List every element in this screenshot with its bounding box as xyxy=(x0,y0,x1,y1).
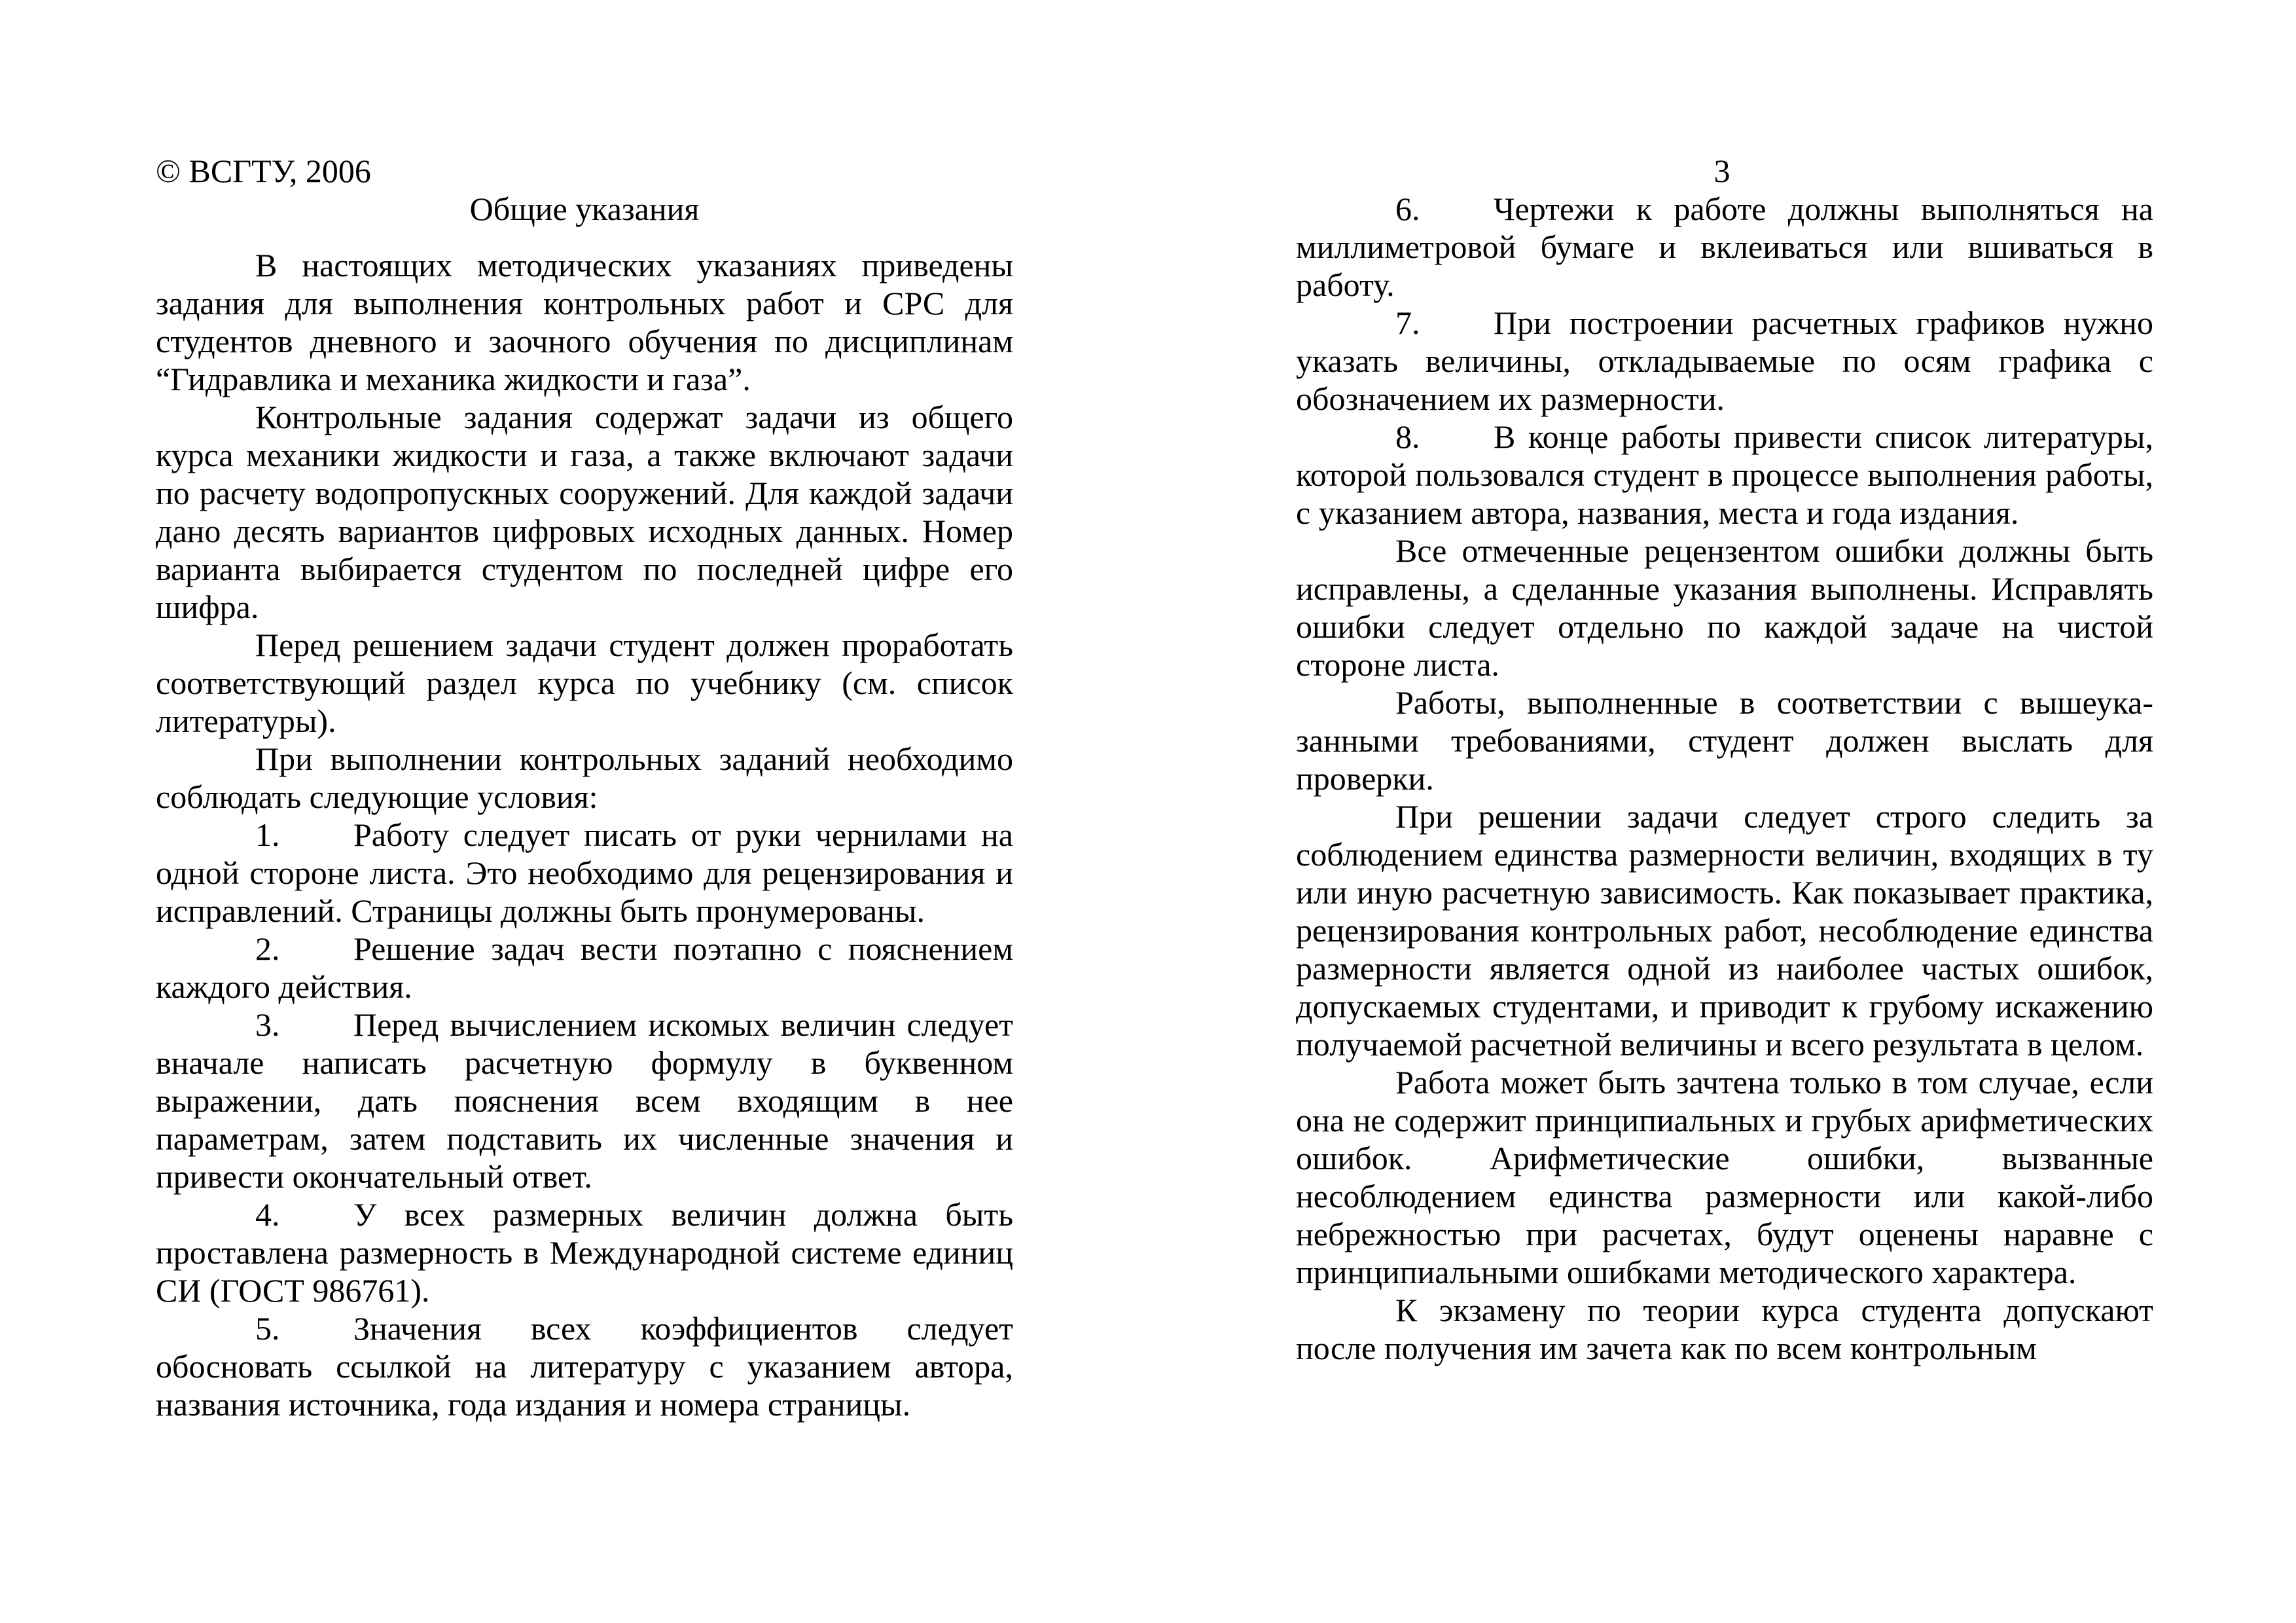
paragraph: При решении задачи следует строго следить за соблюдением единства размерности величин, входящих в ту или иную расчетную зависимость. Как показывает практика, рецензирования контрольных работ, несоблюдение единства размерности является одной из наиболее частых ошибок, допускаемых студентами, и приводит к грубому искажению получаемой расчетной величины и всего результата в целом. xyxy=(1296,798,2153,1063)
list-item xyxy=(1296,418,2153,532)
list-item-number: 5. xyxy=(255,1310,280,1347)
list-item-number: 3. xyxy=(255,1006,280,1043)
paragraph: Работы, выполненные в соответствии с вышеука-занными требованиями, студент должен выслать для проверки. xyxy=(1296,684,2153,797)
section-heading: Общие указания xyxy=(469,191,700,227)
paragraph: Все отмеченные рецензентом ошибки должны быть исправлены, а сделанные указания выполнены. Исправлять ошибки следует отдельно по каждой задаче на чистой стороне листа. xyxy=(1296,532,2153,683)
right-page xyxy=(1148,0,2296,1623)
list-item xyxy=(1296,304,2153,418)
list-item xyxy=(1296,190,2153,304)
list-item-text: Чертежи к работе должны выполняться на миллиметровой бумаге и вклеиваться или вшиваться в работу. xyxy=(1296,191,2153,303)
list-item-text: У всех размерных величин должна быть проставлена размерность в Международной системе единиц СИ (ГОСТ 986761). xyxy=(156,1196,1013,1309)
copyright-notice: © ВСГТУ, 2006 xyxy=(156,153,371,189)
list-item-text: При построении расчетных графиков нужно указать величины, откладываемые по осям графика с обозначением их размерности. xyxy=(1296,304,2153,417)
paragraph: К экзамену по теории курса студента допускают после получения им зачета как по всем контрольным xyxy=(1296,1292,2153,1366)
list-item-text: Перед вычислением искомых величин следует вначале написать расчетную формулу в буквенном выражении, дать пояснения всем входящим в нее параметрам, затем подставить их численные значения и привести окончательный ответ. xyxy=(156,1006,1013,1195)
list-item-number: 1. xyxy=(255,816,280,853)
list-item-text: В конце работы привести список литературы, которой пользовался студент в процессе выполнения работы, с указанием автора, названия, места и года издания. xyxy=(1296,418,2153,531)
list-item xyxy=(156,1006,1013,1195)
paragraph: Работа может быть зачтена только в том случае, если она не содержит принципиальных и грубых арифметических ошибок. Арифметические ошибки, вызванные несоблюдением единства размерности или какой-либо небрежностью при расчетах, будут оценены наравне с принципиальными ошибками методического характера. xyxy=(1296,1064,2153,1290)
list-item-number: 2. xyxy=(255,930,280,967)
list-item-text: Значения всех коэффициентов следует обосновать ссылкой на литературу с указанием автора, названия источника, года издания и номера страницы. xyxy=(156,1310,1013,1423)
list-item xyxy=(156,930,1013,1006)
paragraph: В настоящих методических указаниях приведены задания для выполнения контрольных работ и СРС для студентов дневного и заочного обучения по дисциплинам “Гидравлика и механика жидкости и газа”. xyxy=(156,247,1013,397)
list-item xyxy=(156,1195,1013,1309)
list-item-number: 4. xyxy=(255,1196,280,1233)
list-item-text: Решение задач вести поэтапно с пояснением каждого действия. xyxy=(156,930,1013,1005)
list-item-number: 8. xyxy=(1395,418,1420,455)
right-text-column xyxy=(1296,190,2153,1367)
page-number: 3 xyxy=(1713,153,1731,189)
paragraph: При выполнении контрольных заданий необходимо соблюдать следующие условия: xyxy=(156,740,1013,815)
list-item xyxy=(156,816,1013,930)
list-item-number: 6. xyxy=(1395,191,1420,227)
list-item-number: 7. xyxy=(1395,304,1420,341)
list-item xyxy=(156,1309,1013,1423)
paragraph: Контрольные задания содержат задачи из общего курса механики жидкости и газа, а также включают задачи по расчету водопропускных сооружений. Для каждой задачи дано десять вариантов цифровых исходных данных. Номер варианта выбирается студентом по последней цифре его шифра. xyxy=(156,399,1013,625)
left-text-column xyxy=(156,152,1013,1423)
paragraph: Перед решением задачи студент должен проработать соответствующий раздел курса по учебнику (см. список литературы). xyxy=(156,627,1013,739)
list-item-text: Работу следует писать от руки чернилами на одной стороне листа. Это необходимо для рецензирования и исправлений. Страницы должны быть пронумерованы. xyxy=(156,816,1013,929)
